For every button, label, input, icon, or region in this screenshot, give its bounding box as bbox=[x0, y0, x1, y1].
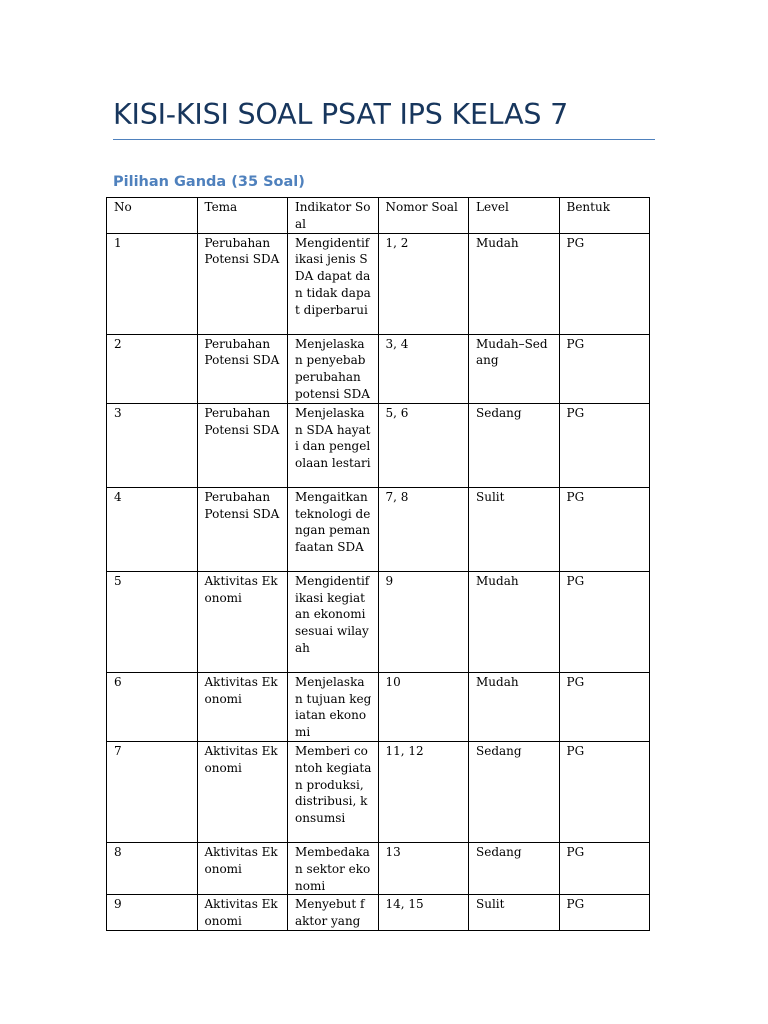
table-row bbox=[107, 334, 650, 403]
cell-no: 5 bbox=[107, 571, 198, 672]
table-row bbox=[107, 672, 650, 741]
cell-tema: Aktivitas Ekonomi bbox=[197, 741, 288, 842]
section-heading: Pilihan Ganda (35 Soal) bbox=[113, 174, 305, 190]
cell-indikator-soal: Mengidentifikasi jenis SDA dapat dan tidak dapat diperbarui bbox=[288, 233, 379, 334]
document-title: KISI-KISI SOAL PSAT IPS KELAS 7 bbox=[113, 98, 569, 131]
cell-nomor-soal: 14, 15 bbox=[378, 895, 469, 931]
cell-bentuk: PG bbox=[559, 672, 650, 741]
cell-level: Sedang bbox=[469, 741, 560, 842]
cell-bentuk: PG bbox=[559, 233, 650, 334]
cell-indikator-soal: Menjelaskan penyebab perubahan potensi SDA bbox=[288, 334, 379, 403]
cell-indikator-soal: Mengidentifikasi kegiatan ekonomi sesuai wilayah bbox=[288, 571, 379, 672]
cell-no: 2 bbox=[107, 334, 198, 403]
cell-indikator-soal: Menyebut faktor yang bbox=[288, 895, 379, 931]
cell-level: Mudah–Sedang bbox=[469, 334, 560, 403]
cell-level: Sedang bbox=[469, 403, 560, 487]
cell-no: 8 bbox=[107, 842, 198, 894]
cell-nomor-soal: 5, 6 bbox=[378, 403, 469, 487]
cell-level: Sulit bbox=[469, 487, 560, 571]
cell-bentuk: PG bbox=[559, 741, 650, 842]
cell-nomor-soal: 13 bbox=[378, 842, 469, 894]
cell-tema: Aktivitas Ekonomi bbox=[197, 842, 288, 894]
header-tema: Tema bbox=[197, 198, 288, 234]
cell-tema: Perubahan Potensi SDA bbox=[197, 334, 288, 403]
cell-nomor-soal: 11, 12 bbox=[378, 741, 469, 842]
cell-bentuk: PG bbox=[559, 842, 650, 894]
header-level: Level bbox=[469, 198, 560, 234]
table-row bbox=[107, 895, 650, 931]
table-row bbox=[107, 571, 650, 672]
cell-nomor-soal: 10 bbox=[378, 672, 469, 741]
cell-no: 4 bbox=[107, 487, 198, 571]
cell-tema: Aktivitas Ekonomi bbox=[197, 571, 288, 672]
cell-indikator-soal: Menjelaskan SDA hayati dan pengelolaan lestari bbox=[288, 403, 379, 487]
cell-indikator-soal: Mengaitkan teknologi dengan pemanfaatan SDA bbox=[288, 487, 379, 571]
cell-level: Mudah bbox=[469, 233, 560, 334]
cell-bentuk: PG bbox=[559, 895, 650, 931]
cell-level: Mudah bbox=[469, 672, 560, 741]
cell-bentuk: PG bbox=[559, 487, 650, 571]
cell-tema: Perubahan Potensi SDA bbox=[197, 403, 288, 487]
cell-tema: Perubahan Potensi SDA bbox=[197, 487, 288, 571]
cell-indikator-soal: Membedakan sektor ekonomi bbox=[288, 842, 379, 894]
table-row bbox=[107, 741, 650, 842]
cell-no: 3 bbox=[107, 403, 198, 487]
cell-indikator-soal: Menjelaskan tujuan kegiatan ekonomi bbox=[288, 672, 379, 741]
header-nomor-soal: Nomor Soal bbox=[378, 198, 469, 234]
header-indikator-soal: Indikator Soal bbox=[288, 198, 379, 234]
cell-no: 7 bbox=[107, 741, 198, 842]
cell-level: Sulit bbox=[469, 895, 560, 931]
table-row bbox=[107, 842, 650, 894]
cell-nomor-soal: 1, 2 bbox=[378, 233, 469, 334]
header-no: No bbox=[107, 198, 198, 234]
cell-tema: Aktivitas Ekonomi bbox=[197, 672, 288, 741]
cell-bentuk: PG bbox=[559, 334, 650, 403]
table-row bbox=[107, 233, 650, 334]
cell-level: Mudah bbox=[469, 571, 560, 672]
cell-indikator-soal: Memberi contoh kegiatan produksi, distribusi, konsumsi bbox=[288, 741, 379, 842]
cell-nomor-soal: 9 bbox=[378, 571, 469, 672]
table-row bbox=[107, 487, 650, 571]
cell-nomor-soal: 7, 8 bbox=[378, 487, 469, 571]
cell-tema: Aktivitas Ekonomi bbox=[197, 895, 288, 931]
cell-no: 6 bbox=[107, 672, 198, 741]
table-row bbox=[107, 403, 650, 487]
cell-bentuk: PG bbox=[559, 403, 650, 487]
cell-level: Sedang bbox=[469, 842, 560, 894]
kisi-kisi-table bbox=[106, 197, 650, 931]
cell-bentuk: PG bbox=[559, 571, 650, 672]
cell-tema: Perubahan Potensi SDA bbox=[197, 233, 288, 334]
title-underline bbox=[113, 139, 655, 140]
cell-no: 9 bbox=[107, 895, 198, 931]
header-bentuk: Bentuk bbox=[559, 198, 650, 234]
cell-nomor-soal: 3, 4 bbox=[378, 334, 469, 403]
table-header-row bbox=[107, 198, 650, 234]
cell-no: 1 bbox=[107, 233, 198, 334]
